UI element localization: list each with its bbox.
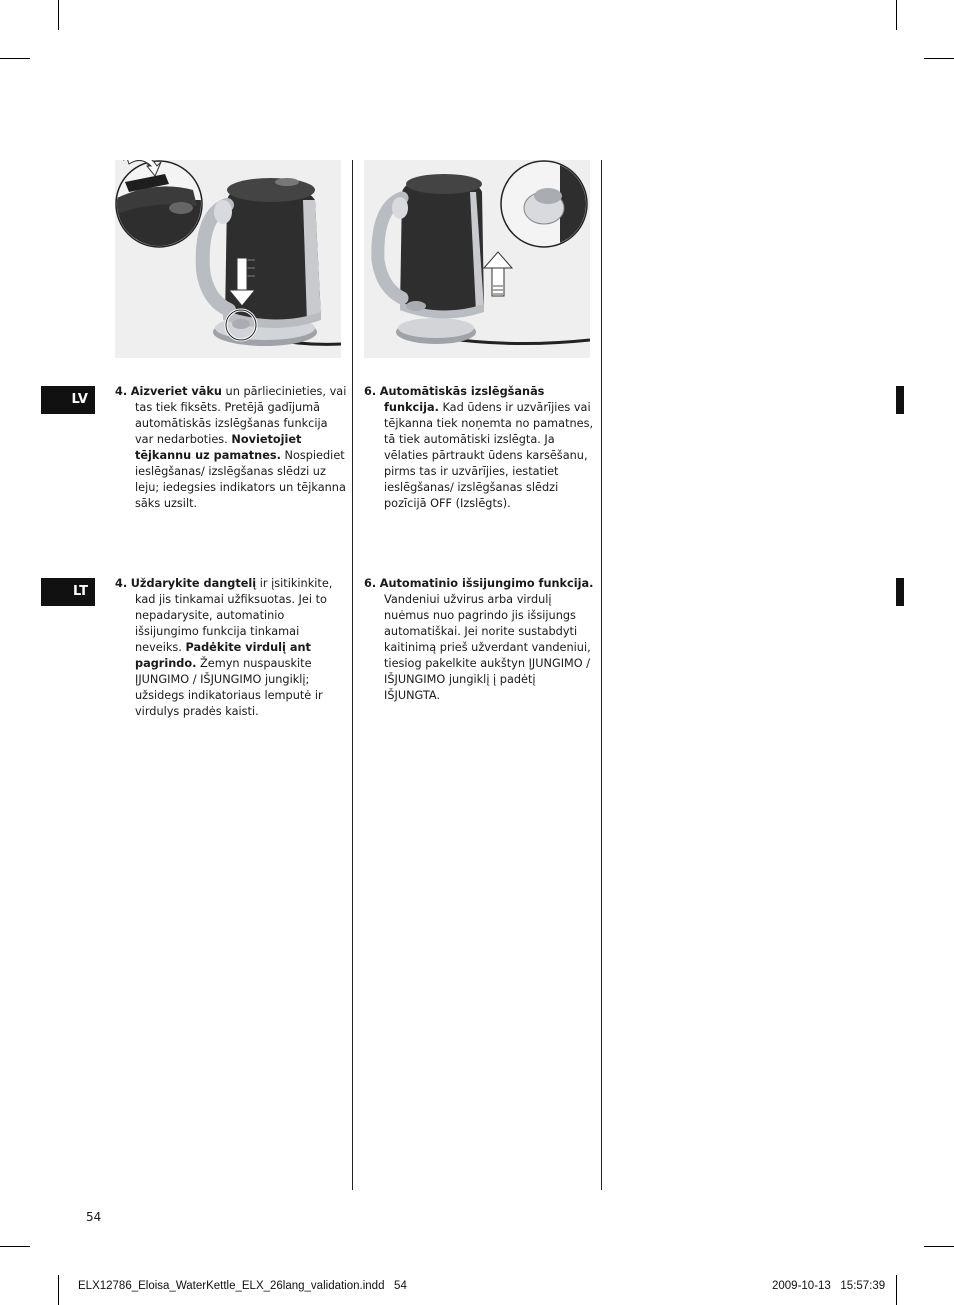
crop-mark — [0, 58, 30, 59]
column-divider — [601, 160, 602, 1190]
column-divider — [352, 160, 353, 1190]
step-heading: Automatinio išsijungimo funkcija. — [379, 577, 594, 590]
kettle-figure-auto-off — [364, 160, 590, 358]
step-emphasis: Novietojiet tējkannu uz pamatnes. — [135, 433, 302, 462]
step-emphasis: Padėkite virdulį ant pagrindo. — [135, 641, 311, 670]
step-text: Kad ūdens ir uzvārījies vai tējkanna tiek noņemta no pamatnes, tā tiek automātiski izslēgta. Ja vēlaties pārtraukt ūdens karsēšanu, pirms tas ir uzvārījies, iestatiet ieslēgšanas/ izslēgšanas slēdzi pozīcijā OFF (Izslēgts). — [384, 401, 594, 510]
step-heading: Automātiskās izslēgšanās funkcija. — [379, 385, 545, 414]
footer-file-name: ELX12786_Eloisa_WaterKettle_ELX_26lang_validation.indd 54 — [78, 1280, 407, 1292]
next-page-tab-marker — [896, 386, 904, 414]
crop-mark — [896, 1275, 897, 1305]
lift-up-arrow-icon — [484, 252, 512, 296]
crop-mark — [58, 0, 59, 30]
page-number: 54 — [86, 1210, 102, 1224]
step-heading: Uždarykite dangtelį — [130, 577, 257, 590]
language-tab-lt: LT — [41, 578, 95, 606]
step-text: un pārliecinieties, vai tas tiek fiksēts. Pretējā gadījumā automātiskās izslēgšanas funkcija var nedarboties. — [135, 385, 347, 446]
crop-mark — [896, 0, 897, 30]
crop-mark — [58, 1275, 59, 1305]
step-number: 4. — [115, 385, 128, 398]
crop-mark — [924, 1246, 954, 1247]
step-text: Žemyn nuspauskite ĮJUNGIMO / IŠJUNGIMO jungiklį; užsidegs indikatoriaus lemputė ir virdulys pradės kaisti. — [135, 657, 323, 718]
crop-mark — [0, 1246, 30, 1247]
step-text: ir įsitikinkite, kad jis tinkamai užfiksuotas. Jei to nepadarysite, automatinio išsijungimo funkcija tinkamai neveiks. — [135, 577, 333, 654]
next-page-tab-marker — [896, 578, 904, 606]
footer-timestamp: 2009-10-13 15:57:39 — [772, 1280, 886, 1292]
step-text: Vandeniui užvirus arba virdulį nuėmus nuo pagrindo jis išsijungs automatiškai. Jei norite sustabdyti kaitinimą prieš užverdant vandeniui, tiesiog pakelkite aukštyn ĮJUNGIMO / IŠJUNGIMO jungiklį į padėtį IŠJUNGTA. — [384, 593, 591, 702]
kettle-figure-close-lid — [115, 160, 341, 358]
step-number: 4. — [115, 577, 128, 590]
crop-mark — [924, 58, 954, 59]
lv-step-6 — [364, 384, 594, 512]
language-tab-lv: LV — [41, 386, 95, 414]
lv-step-4 — [115, 384, 347, 512]
step-number: 6. — [364, 385, 377, 398]
step-heading: Aizveriet vāku — [130, 385, 222, 398]
step-text: Nospiediet ieslēgšanas/ izslēgšanas slēdzi uz leju; iedegsies indikators un tējkanna sāks uzsilt. — [135, 449, 346, 510]
lt-step-6 — [364, 576, 594, 704]
lt-step-4 — [115, 576, 347, 720]
step-number: 6. — [364, 577, 377, 590]
